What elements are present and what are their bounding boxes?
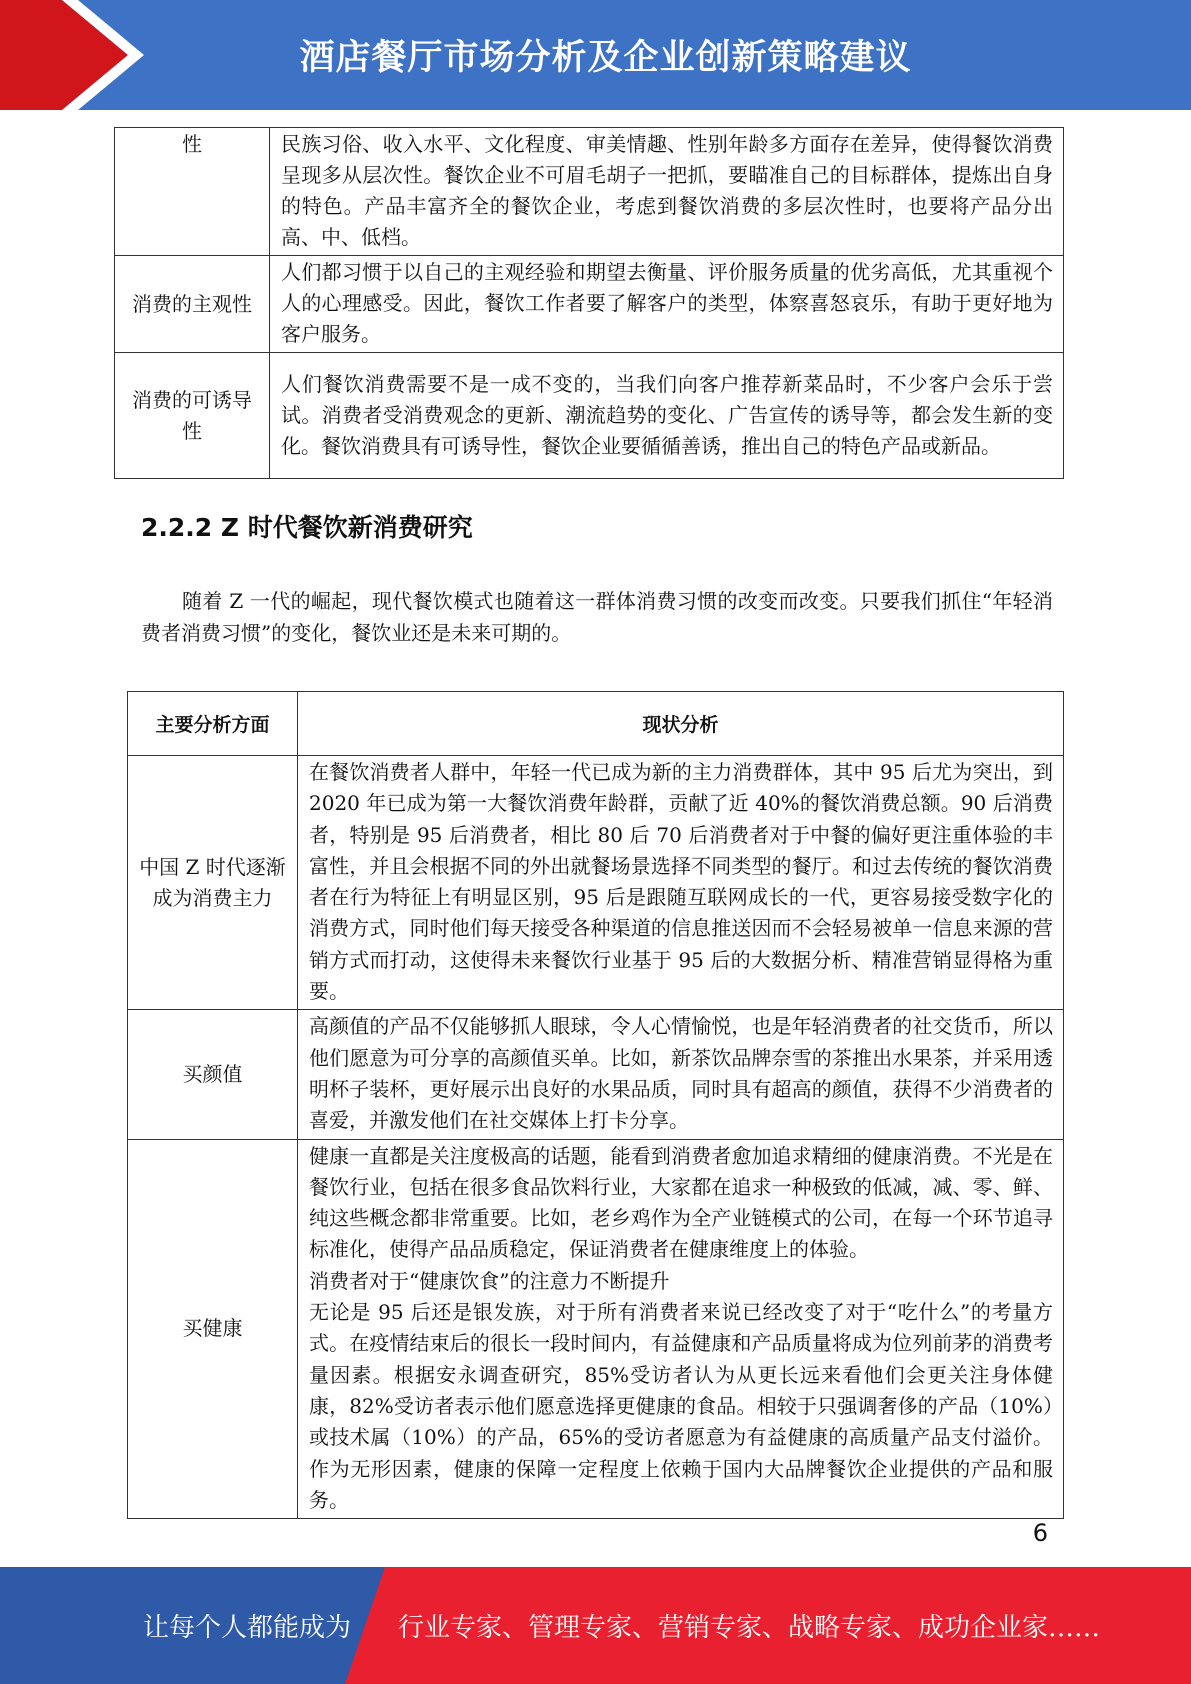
footer-banner: [0, 1567, 1191, 1684]
table-row: [128, 1139, 1064, 1519]
section-heading: 2.2.2 Z 时代餐饮新消费研究: [141, 513, 473, 542]
row-text: 人们都习惯于以自己的主观经验和期望去衡量、评价服务质量的优劣高低，尤其重视个人的心理感受。因此，餐饮工作者要了解客户的类型，体察喜怒哀乐，有助于更好地为客户服务。: [270, 256, 1064, 353]
table-row: [115, 353, 1064, 479]
row-text: [298, 756, 1064, 1010]
row-text: 民族习俗、收入水平、文化程度、审美情趣、性别年龄多方面存在差异，使得餐饮消费呈现多从层次性。餐饮企业不可眉毛胡子一把抓，要瞄准自己的目标群体，提炼出自身的特色。产品丰富齐全的餐饮企业，考虑到餐饮消费的多层次性时，也要将产品分出高、中、低档。: [270, 128, 1064, 256]
paragraph: 无论是 95 后还是银发族，对于所有消费者来说已经改变了对于“吃什么”的考量方式。在疫情结束后的很长一段时间内，有益健康和产品质量将成为位列前茅的消费考量因素。根据安永调查研究，85%受访者认为从更长远来看他们会更关注身体健康，82%受访者表示他们愿意选择更健康的食品。相较于只强调奢侈的产品（10%）或技术属（10%）的产品，65%的受访者愿意为有益健康的高质量产品支付溢价。作为无形因素，健康的保障一定程度上依赖于国内大品牌餐饮企业提供的产品和服务。: [309, 1300, 1053, 1512]
page-number: 6: [1032, 1519, 1048, 1547]
row-label: 买健康: [128, 1139, 298, 1519]
paragraph: 健康一直都是关注度极高的话题，能看到消费者愈加追求精细的健康消费。不光是在餐饮行业，包括在很多食品饮料行业，大家都在追求一种极致的低减，减、零、鲜、纯这些概念都非常重要。比如，老乡鸡作为全产业链模式的公司，在每一个环节追寻标准化，使得产品品质稳定，保证消费者在健康维度上的体验。: [309, 1143, 1053, 1262]
row-text: [298, 1139, 1064, 1519]
traits-table: [114, 127, 1064, 479]
footer-slogan-left: 让每个人都能成为: [143, 1613, 352, 1643]
header-banner: [0, 0, 1191, 110]
table-row: [115, 256, 1064, 353]
paragraph: 在餐饮消费者人群中，年轻一代已成为新的主力消费群体，其中 95 后尤为突出，到 2020 年已成为第一大餐饮消费年龄群，贡献了近 40%的餐饮消费总额。90 后消费者，特别是 95 后消费者，相比 80 后 70 后消费者对于中餐的偏好更注重体验的丰富性，并且会根据不同的外出就餐场景选择不同类型的餐厅。和过去传统的餐饮消费者在行为特征上有明显区别，95 后是跟随互联网成长的一代，更容易接受数字化的消费方式，同时他们每天接受各种渠道的信息推送因而不会轻易被单一信息来源的营销方式而打动，这使得未来餐饮行业基于 95 后的大数据分析、精准营销显得格为重要。: [309, 760, 1053, 1004]
row-label: 消费的主观性: [115, 256, 270, 353]
column-header: 主要分析方面: [128, 692, 298, 756]
table-header-row: [128, 692, 1064, 756]
table-row: [115, 128, 1064, 256]
footer-slogan-right: 行业专家、管理专家、营销专家、战略专家、成功企业家……: [398, 1613, 1101, 1643]
row-label: 消费的可诱导性: [115, 353, 270, 479]
table-row: [128, 1010, 1064, 1139]
row-text: [298, 1010, 1064, 1139]
column-header: 现状分析: [298, 692, 1064, 756]
paragraph: 消费者对于“健康饮食”的注意力不断提升: [309, 1268, 670, 1293]
row-label: 买颜值: [128, 1010, 298, 1139]
row-label: 性: [115, 128, 270, 256]
intro-paragraph: 随着 Z 一代的崛起，现代餐饮模式也随着这一群体消费习惯的改变而改变。只要我们抓住“年轻消费者消费习惯”的变化，餐饮业还是未来可期的。: [141, 589, 1053, 645]
row-text: 人们餐饮消费需要不是一成不变的，当我们向客户推荐新菜品时，不少客户会乐于尝试。消费者受消费观念的更新、潮流趋势的变化、广告宣传的诱导等，都会发生新的变化。餐饮消费具有可诱导性，餐饮企业要循循善诱，推出自己的特色产品或新品。: [270, 353, 1064, 479]
paragraph: 高颜值的产品不仅能够抓人眼球，令人心情愉悦，也是年轻消费者的社交货币，所以他们愿意为可分享的高颜值买单。比如，新茶饮品牌奈雪的茶推出水果茶，并采用透明杯子装杯，更好展示出良好的水果品质，同时具有超高的颜值，获得不少消费者的喜爱，并激发他们在社交媒体上打卡分享。: [309, 1014, 1053, 1133]
row-label: 中国 Z 时代逐渐成为消费主力: [128, 756, 298, 1010]
table-row: [128, 756, 1064, 1010]
document-title: 酒店餐厅市场分析及企业创新策略建议: [299, 38, 912, 78]
analysis-table: [127, 691, 1064, 1519]
